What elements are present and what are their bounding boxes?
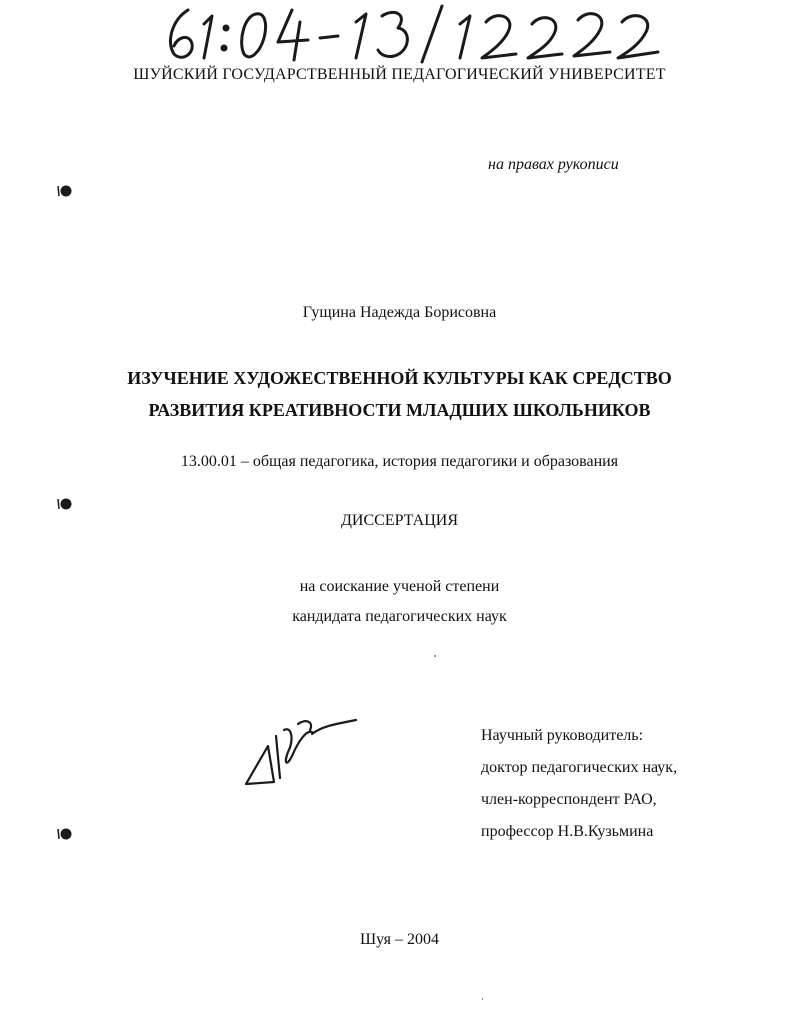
scan-speck [482, 998, 483, 1000]
title-line: РАЗВИТИЯ КРЕАТИВНОСТИ МЛАДШИХ ШКОЛЬНИКОВ [148, 400, 651, 420]
supervisor-line: Научный руководитель: [481, 727, 644, 744]
university-name: ШУЙСКИЙ ГОСУДАРСТВЕННЫЙ ПЕДАГОГИЧЕСКИЙ УНИВЕРСИТЕТ [133, 66, 666, 83]
degree-line: на соискание ученой степени [299, 578, 500, 595]
punch-hole-mark-icon [56, 496, 74, 512]
supervisor-line: член-корреспондент РАО, [481, 791, 657, 808]
dissertation-title [0, 362, 799, 426]
document-type: ДИССЕРТАЦИЯ [341, 512, 458, 529]
city-year: Шуя – 2004 [359, 931, 440, 948]
punch-hole-mark-icon [56, 826, 74, 842]
degree-line: кандидата педагогических наук [292, 608, 507, 625]
scientific-supervisor [481, 720, 677, 848]
supervisor-line: профессор Н.В.Кузьмина [481, 823, 654, 840]
rights-note: на правах рукописи [488, 156, 619, 173]
signature [240, 716, 360, 790]
degree-statement [0, 572, 799, 632]
author-name: Гущина Надежда Борисовна [302, 304, 497, 321]
handwritten-archive-code [160, 2, 680, 64]
supervisor-line: доктор педагогических наук, [481, 759, 678, 776]
punch-hole-mark-icon [56, 183, 74, 199]
scan-speck [434, 655, 436, 657]
specialty-code: 13.00.01 – общая педагогика, история педагогики и образования [180, 453, 619, 470]
title-line: ИЗУЧЕНИЕ ХУДОЖЕСТВЕННОЙ КУЛЬТУРЫ КАК СРЕДСТВО [127, 368, 672, 388]
